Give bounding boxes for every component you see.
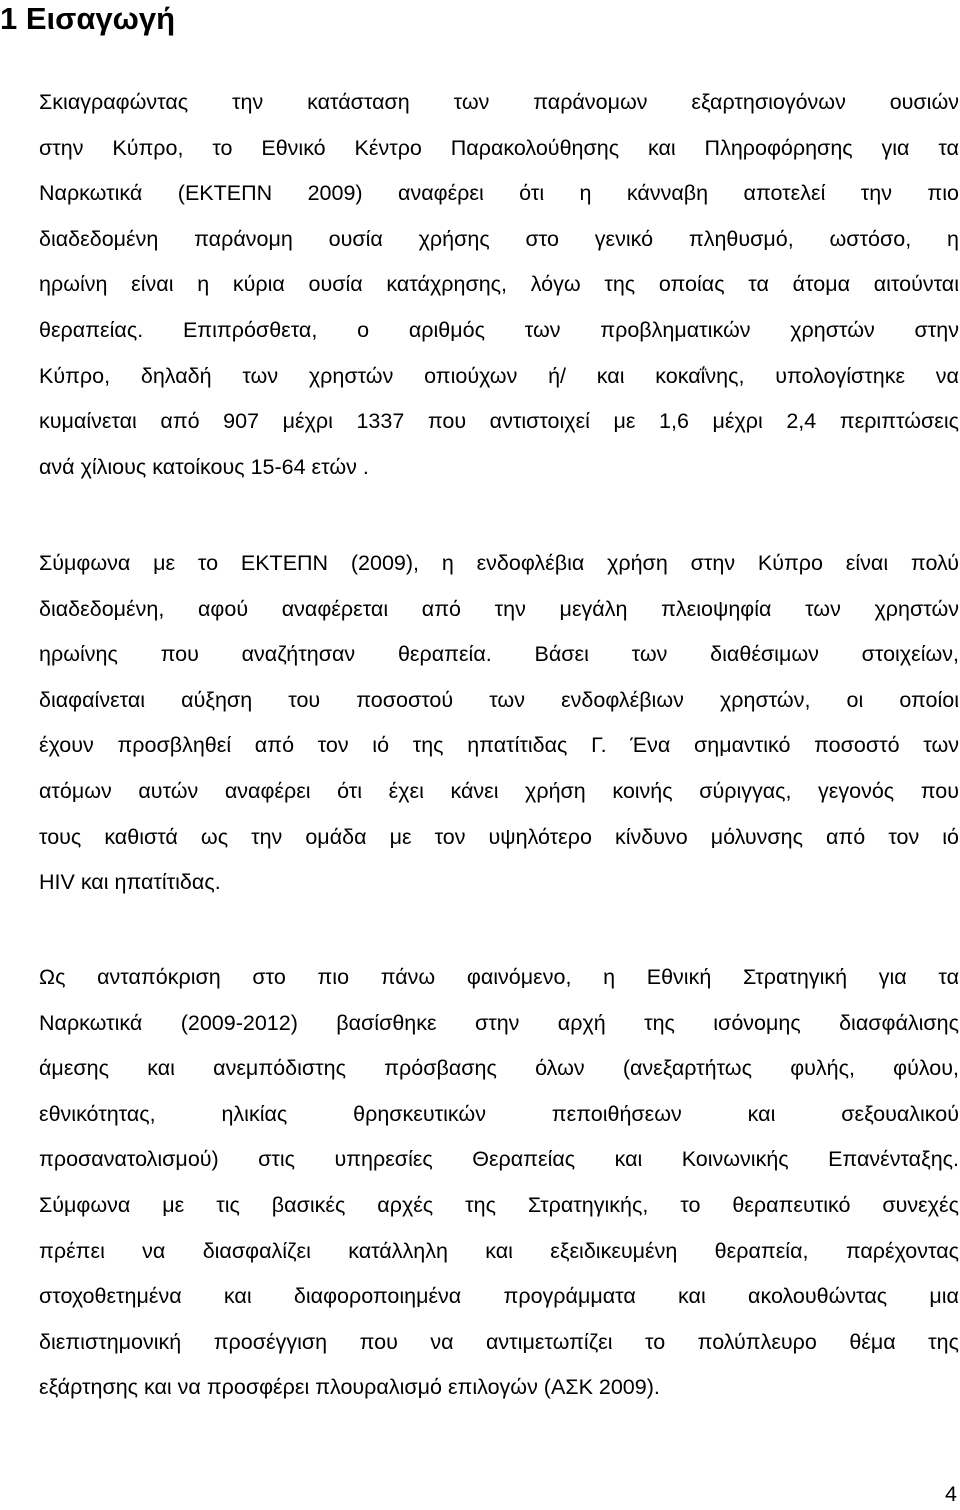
text-line: Σύμφωνα με τις βασικές αρχές της Στρατηγικής, το θεραπευτικό συνεχές bbox=[39, 1192, 959, 1217]
text-line: ανά χίλιους κατοίκους 15-64 ετών . bbox=[39, 454, 369, 479]
paragraph-injecting-use bbox=[39, 541, 959, 906]
text-line: διαδεδομένη παράνομη ουσία χρήσης στο γενικό πληθυσμό, ωστόσο, η bbox=[39, 226, 959, 251]
text-line: Ναρκωτικά (2009-2012) βασίσθηκε στην αρχή της ισόνομης διασφάλισης bbox=[39, 1010, 959, 1035]
text-line: έχουν προσβληθεί από τον ιό της ηπατίτιδας Γ. Ένα σημαντικό ποσοστό των bbox=[39, 733, 959, 758]
text-line: πρέπει να διασφαλίζει κατάλληλη και εξειδικευμένη θεραπεία, παρέχοντας bbox=[39, 1238, 959, 1263]
text-line: ατόμων αυτών αναφέρει ότι έχει κάνει χρήση κοινής σύριγγας, γεγονός που bbox=[39, 778, 959, 803]
text-line: Ναρκωτικά (ΕΚΤΕΠΝ 2009) αναφέρει ότι η κάνναβη αποτελεί την πιο bbox=[39, 181, 959, 206]
text-line: θεραπείας. Επιπρόσθετα, ο αριθμός των προβληματικών χρηστών στην bbox=[39, 317, 959, 342]
paragraph-drug-situation bbox=[39, 80, 959, 490]
page-number: 4 bbox=[945, 1482, 957, 1506]
text-line: άμεσης και ανεμπόδιστης πρόσβασης όλων (ανεξαρτήτως φυλής, φύλου, bbox=[39, 1056, 959, 1081]
paragraph-national-strategy bbox=[39, 955, 959, 1411]
text-line: ηρωίνη είναι η κύρια ουσία κατάχρησης, λόγω της οποίας τα άτομα αιτούνται bbox=[39, 272, 959, 297]
text-line: κυμαίνεται από 907 μέχρι 1337 που αντιστοιχεί με 1,6 μέχρι 2,4 περιπτώσεις bbox=[39, 409, 959, 434]
text-line: Ως ανταπόκριση στο πιο πάνω φαινόμενο, η Εθνική Στρατηγική για τα bbox=[39, 965, 959, 989]
text-line: Σκιαγραφώντας την κατάσταση των παράνομων εξαρτησιογόνων ουσιών bbox=[39, 90, 959, 114]
text-line: διεπιστημονική προσέγγιση που να αντιμετωπίζει το πολύπλευρο θέμα της bbox=[39, 1329, 959, 1354]
text-line: στην Κύπρο, το Εθνικό Κέντρο Παρακολούθησης και Πληροφόρησης για τα bbox=[39, 135, 959, 160]
text-line: διαδεδομένη, αφού αναφέρεται από την μεγάλη πλειοψηφία των χρηστών bbox=[39, 596, 959, 621]
text-line: ηρωίνης που αναζήτησαν θεραπεία. Βάσει των διαθέσιμων στοιχείων, bbox=[39, 642, 959, 667]
text-line: Σύμφωνα με το ΕΚΤΕΠΝ (2009), η ενδοφλέβια χρήση στην Κύπρο είναι πολύ bbox=[39, 551, 959, 575]
text-line: στοχοθετημένα και διαφοροποιημένα προγράμματα και ακολουθώντας μια bbox=[39, 1284, 959, 1309]
text-line: τους καθιστά ως την ομάδα με τον υψηλότερο κίνδυνο μόλυνσης από τον ιό bbox=[39, 824, 959, 849]
text-line: διαφαίνεται αύξηση του ποσοστού των ενδοφλέβιων χρηστών, οι οποίοι bbox=[39, 687, 959, 712]
section-heading: 1 Εισαγωγή bbox=[0, 1, 176, 36]
text-line: προσανατολισμού) στις υπηρεσίες Θεραπείας και Κοινωνικής Επανένταξης. bbox=[39, 1147, 959, 1172]
text-line: εθνικότητας, ηλικίας θρησκευτικών πεποιθήσεων και σεξουαλικού bbox=[39, 1101, 959, 1126]
text-line: Κύπρο, δηλαδή των χρηστών οπιούχων ή/ και κοκαΐνης, υπολογίστηκε να bbox=[39, 363, 959, 388]
text-line: HIV και ηπατίτιδας. bbox=[39, 870, 221, 895]
text-line: εξάρτησης και να προσφέρει πλουραλισμό επιλογών (ΑΣΚ 2009). bbox=[39, 1375, 660, 1400]
